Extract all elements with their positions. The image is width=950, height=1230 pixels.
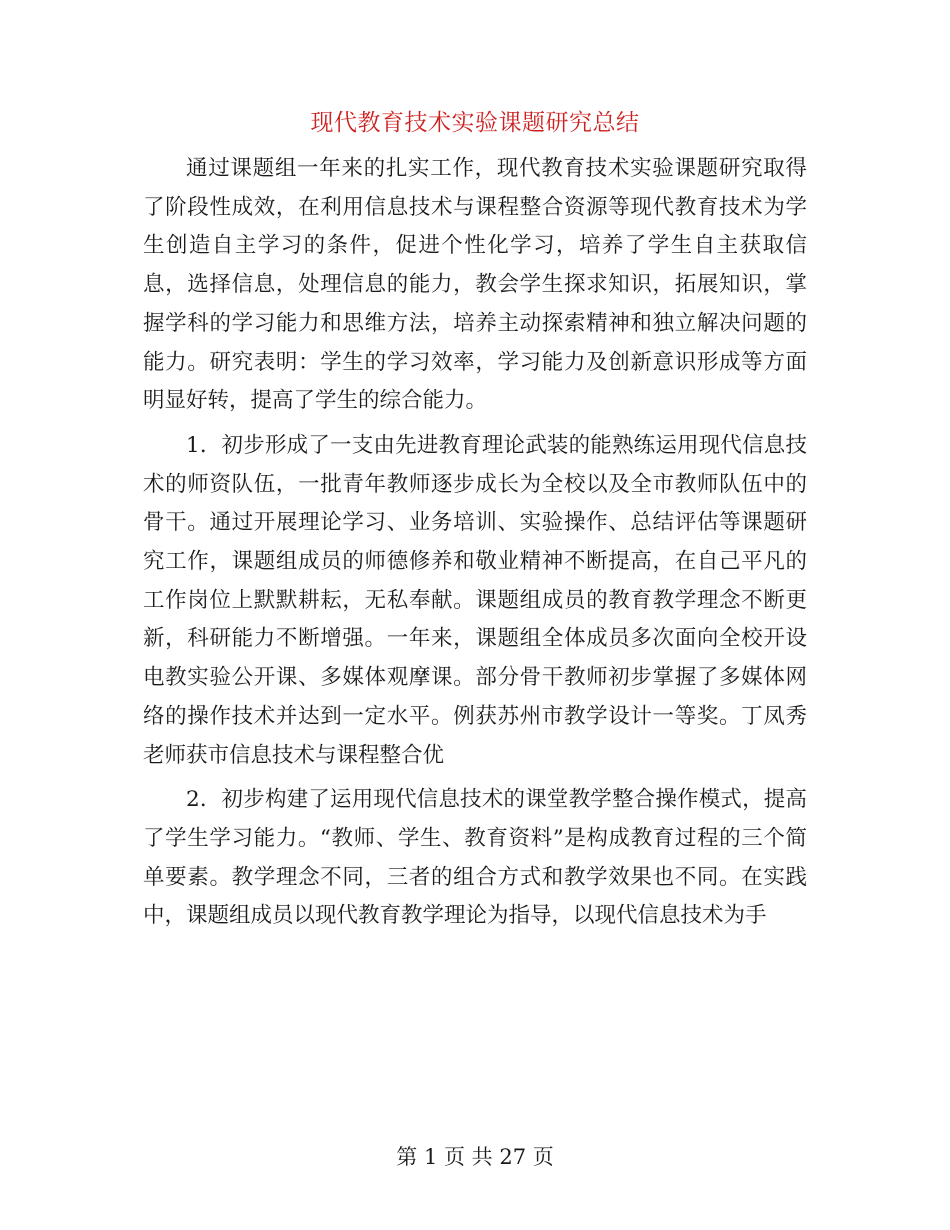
paragraph-item-2: 2．初步构建了运用现代信息技术的课堂教学整合操作模式，提高了学生学习能力。“教师、学生、教育资料”是构成教育过程的三个简单要素。教学理念不同，三者的组合方式和教学效果也不同。在实践中，课题组成员以现代教育教学理论为指导，以现代信息技术为手: [143, 787, 807, 929]
paragraph-intro: 通过课题组一年来的扎实工作，现代教育技术实验课题研究取得了阶段性成效，在利用信息技术与课程整合资源等现代教育技术为学生创造自主学习的条件，促进个性化学习，培养了学生自主获取信息，选择信息，处理信息的能力，教会学生探求知识，拓展知识，掌握学科的学习能力和思维方法，培养主动探索精神和独立解决问题的能力。研究表明：学生的学习效率，学习能力及创新意识形成等方面明显好转，提高了学生的综合能力。: [143, 156, 807, 414]
page-footer: [0, 1140, 950, 1174]
document-body: [143, 150, 807, 936]
paragraph-item-1: 1．初步形成了一支由先进教育理论武装的能熟练运用现代信息技术的师资队伍，一批青年教师逐步成长为全校以及全市教师队伍中的骨干。通过开展理论学习、业务培训、实验操作、总结评估等课题研究工作，课题组成员的师德修养和敬业精神不断提高，在自己平凡的工作岗位上默默耕耘，无私奉献。课题组成员的教育教学理念不断更新，科研能力不断增强。一年来，课题组全体成员多次面向全校开设电教实验公开课、多媒体观摩课。部分骨干教师初步掌握了多媒体网络的操作技术并达到一定水平。例获苏州市教学设计一等奖。丁凤秀老师获市信息技术与课程整合优: [143, 432, 807, 768]
document-title: 现代教育技术实验课题研究总结: [310, 110, 640, 136]
page-number-label: 第 1 页 共 27 页: [396, 1145, 554, 1169]
